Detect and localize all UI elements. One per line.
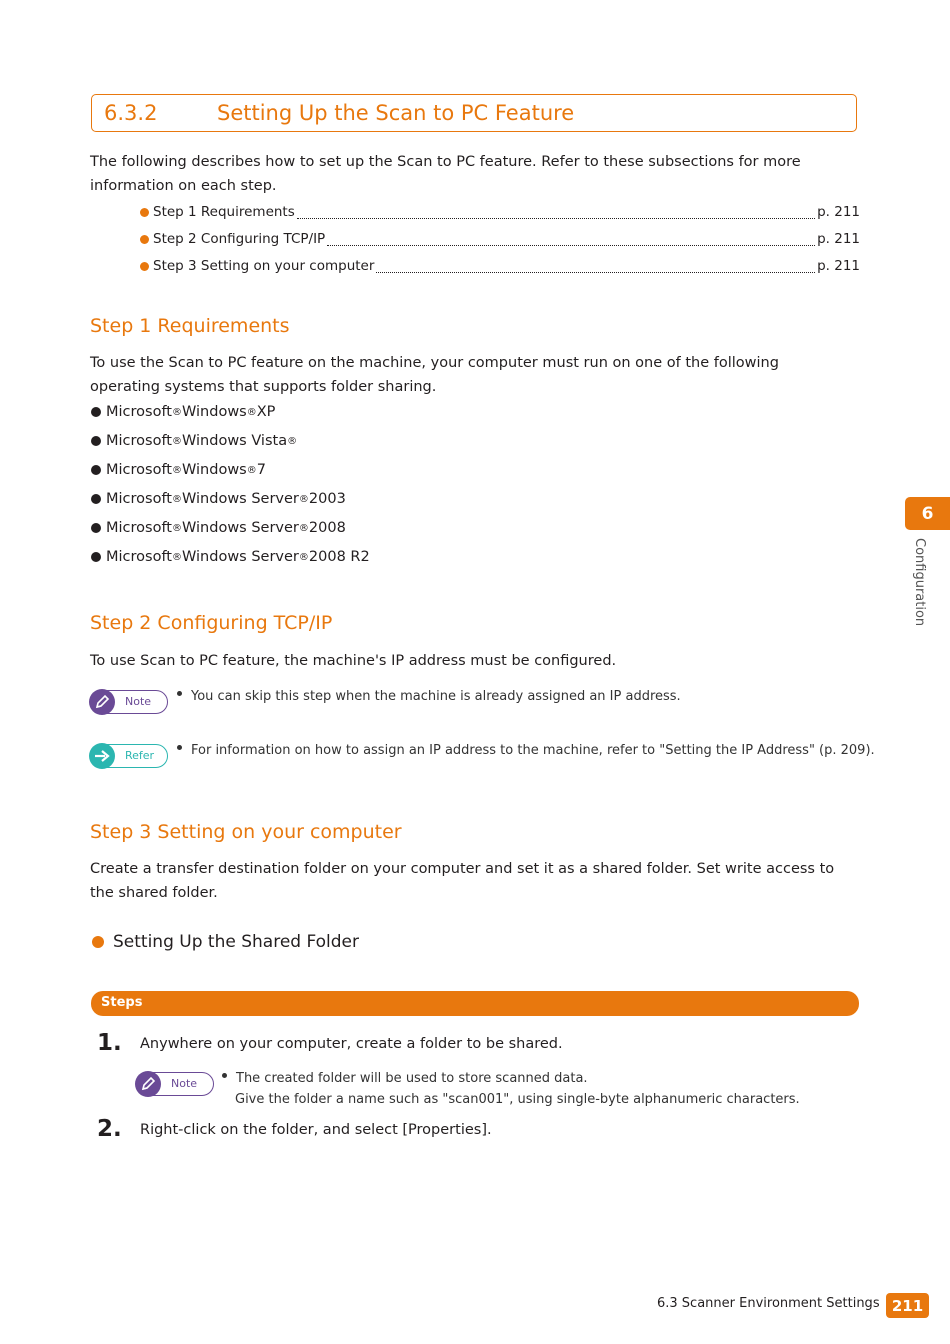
- subheading: Setting Up the Shared Folder: [92, 932, 359, 952]
- refer-label: Refer: [125, 749, 155, 762]
- note-text: The created folder will be used to store scanned data. Give the folder a name such as "scan001", using single-byte alphanumeric characters.: [222, 1068, 800, 1110]
- toc-bullet-icon: [140, 262, 149, 271]
- note-label: Note: [125, 695, 152, 708]
- section-header: [91, 94, 857, 132]
- arrow-right-icon: [89, 743, 115, 769]
- toc-page: p. 211: [817, 231, 860, 247]
- step3-paragraph: Create a transfer destination folder on your computer and set it as a shared folder. Set write access to the shared folder.: [90, 861, 835, 901]
- toc-label: Step 2 Configuring TCP/IP: [153, 231, 326, 247]
- note-badge: [136, 1072, 214, 1096]
- toc-label: Step 3 Setting on your computer: [153, 258, 375, 274]
- bullet-icon: [91, 494, 101, 504]
- os-item: Microsoft ® Windows Vista ®: [91, 433, 297, 449]
- pencil-icon: [89, 689, 115, 715]
- note-text: You can skip this step when the machine is already assigned an IP address.: [177, 686, 681, 707]
- bullet-icon: [91, 465, 101, 475]
- bullet-icon: [91, 436, 101, 446]
- chapter-tab[interactable]: 6: [905, 497, 950, 530]
- bullet-icon: [177, 745, 182, 750]
- bullet-icon: [92, 936, 104, 948]
- section-number: 6.3.2: [104, 101, 158, 125]
- intro-paragraph: The following describes how to set up the Scan to PC feature. Refer to these subsections for more information on each step.: [90, 154, 801, 194]
- toc-label: Step 1 Requirements: [153, 204, 295, 220]
- toc-bullet-icon: [140, 235, 149, 244]
- step-text: Right-click on the folder, and select [Properties].: [140, 1122, 492, 1138]
- bullet-icon: [177, 691, 182, 696]
- step-number: 1.: [97, 1030, 122, 1056]
- step2-paragraph: To use Scan to PC feature, the machine's IP address must be configured.: [90, 653, 617, 669]
- section-title: Setting Up the Scan to PC Feature: [217, 101, 575, 125]
- toc-leader: [376, 260, 815, 273]
- step-number: 2.: [97, 1116, 122, 1142]
- step1-heading: Step 1 Requirements: [90, 315, 290, 337]
- toc-item-step1[interactable]: [140, 202, 860, 222]
- refer-badge: [90, 744, 168, 768]
- os-item: Microsoft ® Windows Server ® 2003: [91, 491, 346, 507]
- toc-leader: [297, 206, 815, 219]
- os-item: Microsoft ® Windows ® XP: [91, 404, 275, 420]
- footer-section: 6.3 Scanner Environment Settings: [657, 1296, 880, 1311]
- step-text: Anywhere on your computer, create a folder to be shared.: [140, 1036, 563, 1052]
- chapter-label: Configuration: [912, 538, 927, 627]
- step3-heading: Step 3 Setting on your computer: [90, 821, 402, 843]
- step1-paragraph: To use the Scan to PC feature on the machine, your computer must run on one of the following operating systems that supports folder sharing.: [90, 355, 779, 395]
- os-item: Microsoft ® Windows Server ® 2008: [91, 520, 346, 536]
- pencil-icon: [135, 1071, 161, 1097]
- toc-bullet-icon: [140, 208, 149, 217]
- toc-page: p. 211: [817, 204, 860, 220]
- note-label: Note: [171, 1077, 198, 1090]
- step2-heading: Step 2 Configuring TCP/IP: [90, 612, 333, 634]
- bullet-icon: [91, 552, 101, 562]
- toc-leader: [327, 233, 815, 246]
- refer-text[interactable]: For information on how to assign an IP address to the machine, refer to "Setting the IP Address" (p. 209).: [177, 740, 875, 761]
- os-item: Microsoft ® Windows Server ® 2008 R2: [91, 549, 370, 565]
- note-badge: [90, 690, 168, 714]
- os-item: Microsoft ® Windows ® 7: [91, 462, 266, 478]
- bullet-icon: [91, 523, 101, 533]
- toc-page: p. 211: [817, 258, 860, 274]
- bullet-icon: [222, 1073, 227, 1078]
- page-number: 211: [886, 1293, 929, 1318]
- toc-item-step2[interactable]: [140, 229, 860, 249]
- steps-label: Steps: [101, 995, 143, 1010]
- bullet-icon: [91, 407, 101, 417]
- steps-bar: [91, 991, 859, 1016]
- toc-item-step3[interactable]: [140, 256, 860, 276]
